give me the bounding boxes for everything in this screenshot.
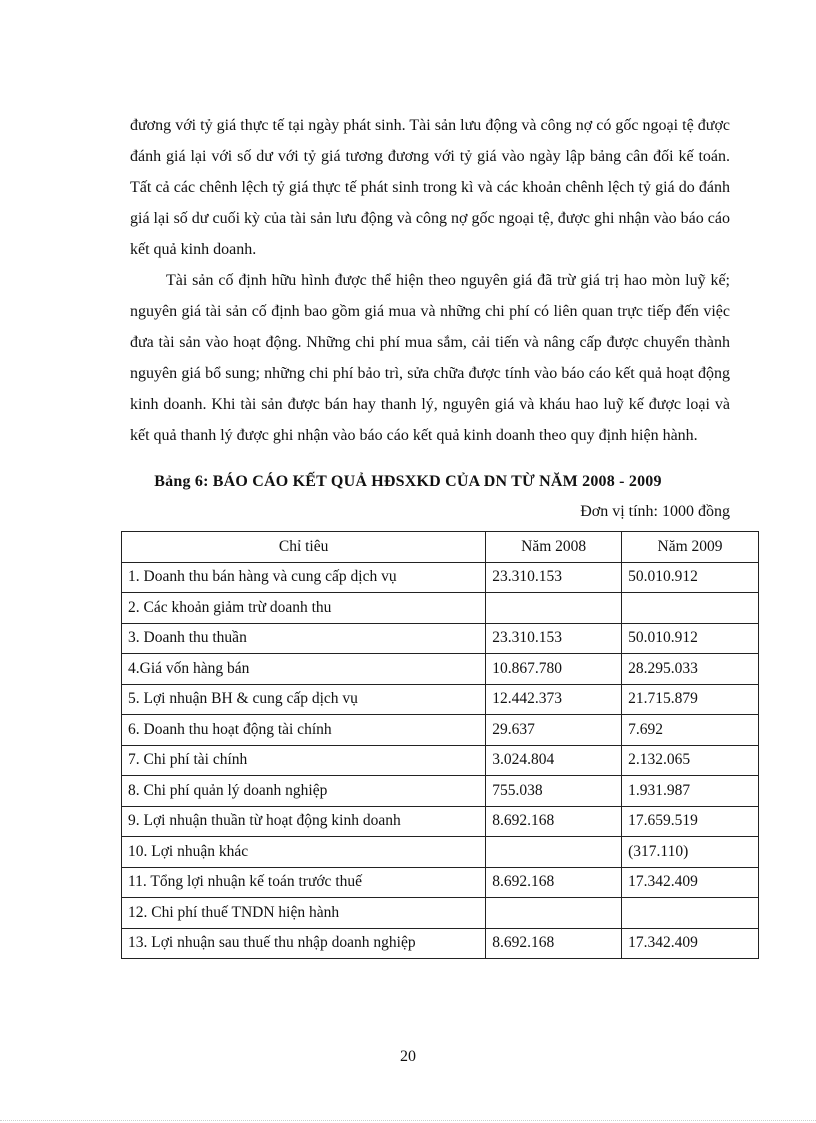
row-label: 10. Lợi nhuận khác bbox=[122, 837, 486, 868]
row-value-2008: 12.442.373 bbox=[486, 684, 622, 715]
row-value-2008 bbox=[486, 837, 622, 868]
body-paragraph-1: đương với tỷ giá thực tế tại ngày phát sinh. Tài sản lưu động và công nợ có gốc ngoại tệ được đánh giá lại với số dư với tỷ giá tương đương với tỷ giá vào ngày lập bảng cân đối kế toán. Tất cả các chênh lệch tỷ giá thực tế phát sinh trong kì và các khoản chênh lệch tỷ giá do đánh giá lại số dư cuối kỳ của tài sản lưu động và công nợ gốc ngoại tệ, được ghi nhận vào báo cáo kết quả kinh doanh. bbox=[130, 117, 730, 258]
table-row bbox=[122, 715, 759, 746]
table-row bbox=[122, 623, 759, 654]
row-label: 1. Doanh thu bán hàng và cung cấp dịch vụ bbox=[122, 562, 486, 593]
row-value-2009: 2.132.065 bbox=[622, 745, 759, 776]
row-label: 3. Doanh thu thuần bbox=[122, 623, 486, 654]
row-label: 11. Tổng lợi nhuận kế toán trước thuế bbox=[122, 867, 486, 898]
row-label: 7. Chi phí tài chính bbox=[122, 745, 486, 776]
row-label: 13. Lợi nhuận sau thuế thu nhập doanh nghiệp bbox=[122, 928, 486, 959]
page-number: 20 bbox=[400, 1048, 416, 1065]
row-label: 2. Các khoản giảm trừ doanh thu bbox=[122, 593, 486, 624]
row-value-2009: 17.342.409 bbox=[622, 928, 759, 959]
row-value-2009: 50.010.912 bbox=[622, 562, 759, 593]
row-value-2009: 17.342.409 bbox=[622, 867, 759, 898]
table-caption: Bảng 6: BÁO CÁO KẾT QUẢ HĐSXKD CỦA DN TỪ NĂM 2008 - 2009 bbox=[154, 473, 662, 490]
row-label: 4.Giá vốn hàng bán bbox=[122, 654, 486, 685]
row-label: 8. Chi phí quản lý doanh nghiệp bbox=[122, 776, 486, 807]
row-label: 12. Chi phí thuế TNDN hiện hành bbox=[122, 898, 486, 929]
header-indicator: Chỉ tiêu bbox=[122, 532, 486, 563]
row-value-2008: 755.038 bbox=[486, 776, 622, 807]
row-value-2008: 8.692.168 bbox=[486, 867, 622, 898]
row-value-2008: 23.310.153 bbox=[486, 623, 622, 654]
table-header-row bbox=[122, 532, 759, 563]
row-value-2009: (317.110) bbox=[622, 837, 759, 868]
row-value-2009 bbox=[622, 593, 759, 624]
header-year-2009: Năm 2009 bbox=[622, 532, 759, 563]
table-row bbox=[122, 867, 759, 898]
table-row bbox=[122, 654, 759, 685]
row-value-2009: 17.659.519 bbox=[622, 806, 759, 837]
table-row bbox=[122, 928, 759, 959]
header-year-2008: Năm 2008 bbox=[486, 532, 622, 563]
row-label: 5. Lợi nhuận BH & cung cấp dịch vụ bbox=[122, 684, 486, 715]
row-value-2008: 23.310.153 bbox=[486, 562, 622, 593]
row-value-2008 bbox=[486, 593, 622, 624]
row-label: 6. Doanh thu hoạt động tài chính bbox=[122, 715, 486, 746]
table-row bbox=[122, 898, 759, 929]
row-value-2008: 8.692.168 bbox=[486, 928, 622, 959]
row-value-2009: 50.010.912 bbox=[622, 623, 759, 654]
table-row bbox=[122, 593, 759, 624]
row-value-2009: 21.715.879 bbox=[622, 684, 759, 715]
row-value-2008: 29.637 bbox=[486, 715, 622, 746]
table-row bbox=[122, 562, 759, 593]
table-row bbox=[122, 776, 759, 807]
row-value-2008: 10.867.780 bbox=[486, 654, 622, 685]
row-value-2009: 1.931.987 bbox=[622, 776, 759, 807]
row-value-2009: 28.295.033 bbox=[622, 654, 759, 685]
row-value-2009: 7.692 bbox=[622, 715, 759, 746]
page-bottom-divider bbox=[0, 1120, 816, 1121]
row-value-2008: 3.024.804 bbox=[486, 745, 622, 776]
body-paragraph-2: Tài sản cố định hữu hình được thể hiện theo nguyên giá đã trừ giá trị hao mòn luỹ kế; nguyên giá tài sản cố định bao gồm giá mua và những chi phí có liên quan trực tiếp đến việc đưa tài sản vào hoạt động. Những chi phí mua sắm, cải tiến và nâng cấp được chuyển thành nguyên giá bổ sung; những chi phí bảo trì, sửa chữa được tính vào báo cáo kết quả hoạt động kinh doanh. Khi tài sản được bán hay thanh lý, nguyên giá và kháu hao luỹ kế được loại và kết quả thanh lý được ghi nhận vào báo cáo kết quả kinh doanh theo quy định hiện hành. bbox=[130, 272, 730, 444]
table-row bbox=[122, 684, 759, 715]
table-unit-note: Đơn vị tính: 1000 đồng bbox=[580, 503, 730, 520]
row-value-2009 bbox=[622, 898, 759, 929]
table-row bbox=[122, 837, 759, 868]
report-table bbox=[121, 531, 759, 959]
row-value-2008 bbox=[486, 898, 622, 929]
table-row bbox=[122, 745, 759, 776]
table-row bbox=[122, 806, 759, 837]
row-label: 9. Lợi nhuận thuần từ hoạt động kinh doanh bbox=[122, 806, 486, 837]
row-value-2008: 8.692.168 bbox=[486, 806, 622, 837]
